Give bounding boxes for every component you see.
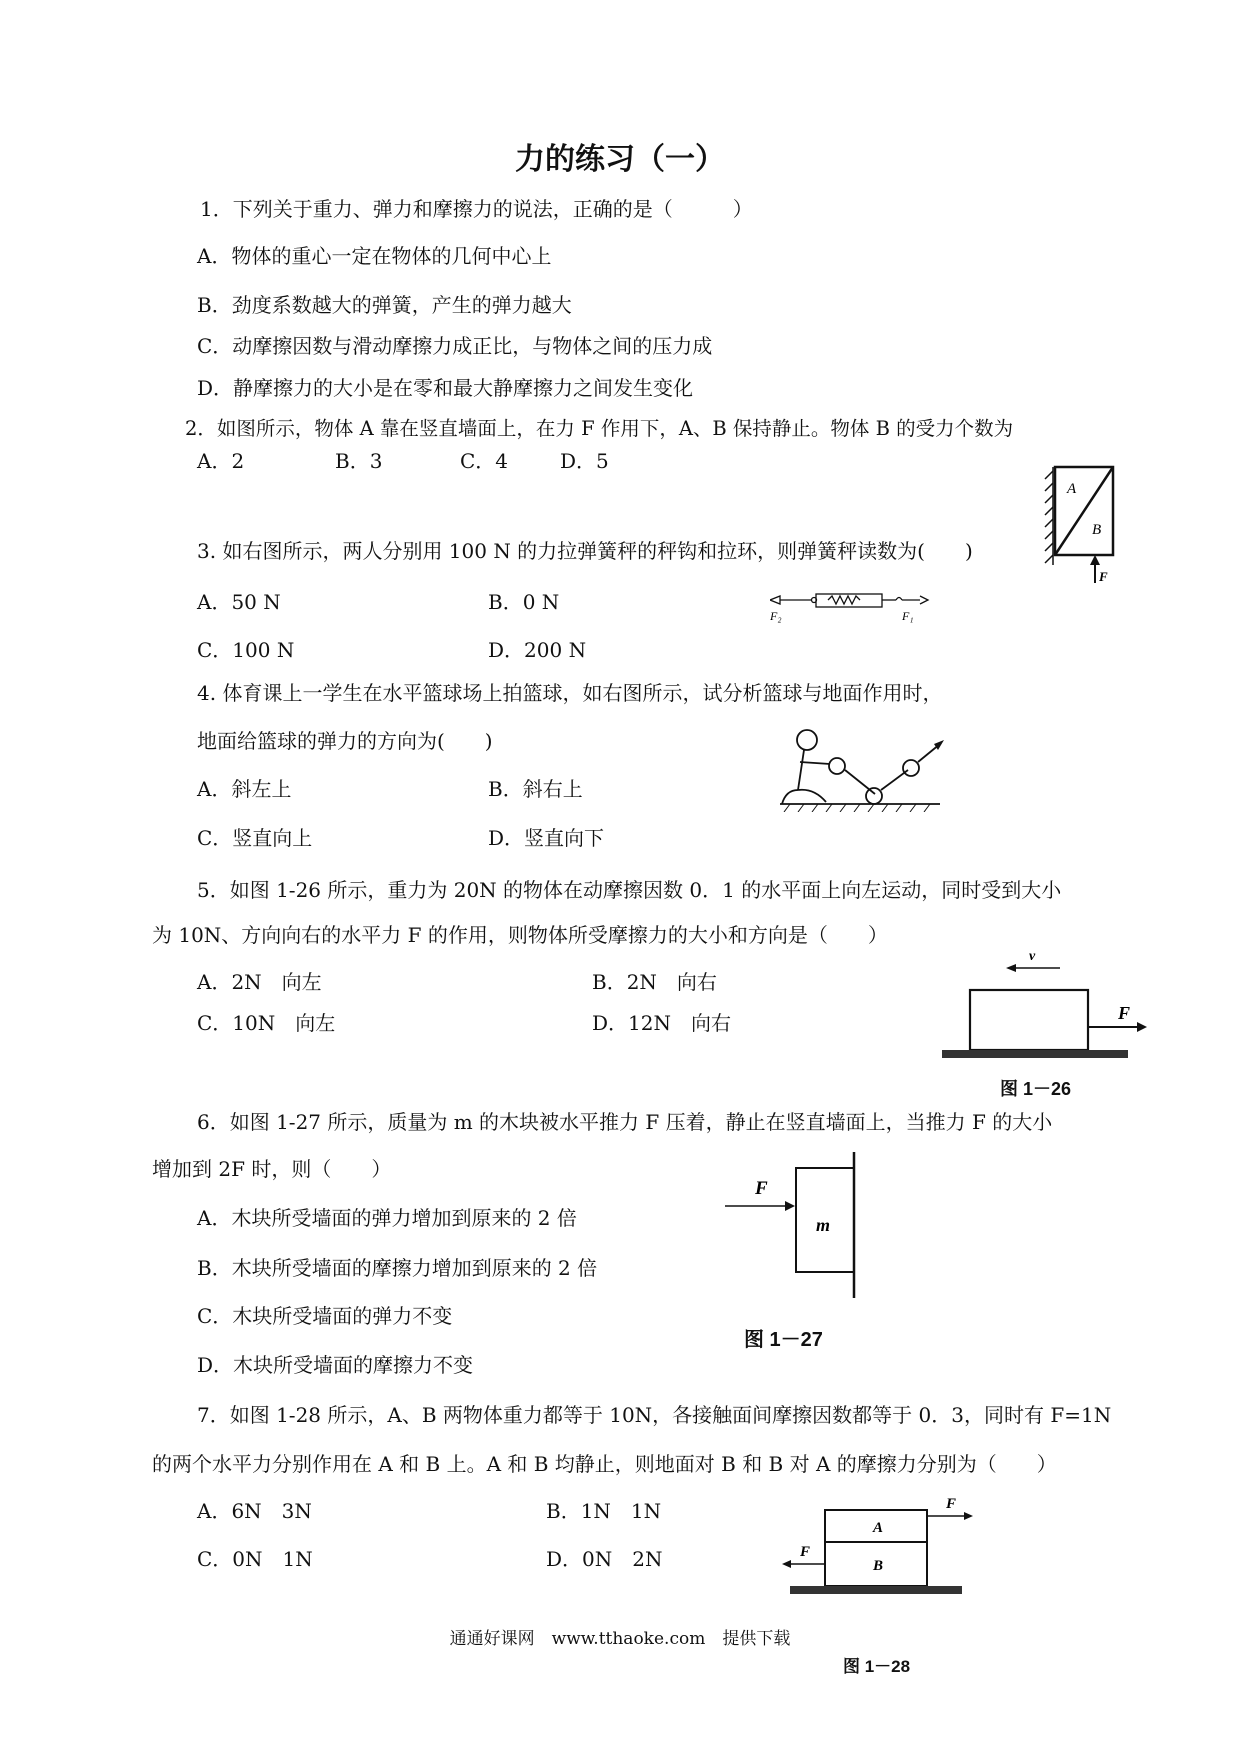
q4-stem-line1: 4. 体育课上一学生在水平篮球场上拍篮球，如右图所示，试分析篮球与地面作用时，	[197, 681, 943, 705]
q4-stem-line2: 地面给篮球的弹力的方向为( )	[197, 729, 493, 753]
q7-label-b: B	[873, 1558, 884, 1574]
q5-figure	[940, 948, 1150, 1058]
q6-option-d: D．木块所受墙面的摩擦力不变	[197, 1353, 474, 1377]
q6-option-b: B．木块所受墙面的摩擦力增加到原来的 2 倍	[197, 1256, 598, 1280]
q4-option-d: D．竖直向下	[488, 826, 605, 850]
q5-stem-line1: 5．如图 1-26 所示，重力为 20N 的物体在动摩擦因数 0．1 的水平面上向左运动，同时受到大小	[197, 878, 1062, 902]
q5-figure-caption: 图 1－26	[1000, 1079, 1072, 1099]
q7-stem-line1: 7．如图 1-28 所示，A、B 两物体重力都等于 10N，各接触面间摩擦因数都等于 0．3，同时有 F=1N	[197, 1403, 1112, 1427]
q2-figure	[1035, 455, 1125, 585]
q7-stem-line2: 的两个水平力分别作用在 A 和 B 上。A 和 B 均静止，则地面对 B 和 B 对 A 的摩擦力分别为（ ）	[152, 1452, 1057, 1476]
q2-label-a: A	[1067, 481, 1077, 497]
q5-stem-line2: 为 10N、方向向右的水平力 F 的作用，则物体所受摩擦力的大小和方向是（ ）	[152, 923, 888, 947]
q1-option-c: C．动摩擦因数与滑动摩擦力成正比，与物体之间的压力成	[197, 334, 713, 358]
q3-spring-scale-figure	[770, 586, 930, 624]
q6-label-f: F	[755, 1178, 768, 1199]
q5-option-a: A．2N 向左	[197, 970, 322, 994]
q5-label-v: v	[1029, 949, 1036, 964]
q1-option-b: B．劲度系数越大的弹簧，产生的弹力越大	[197, 293, 572, 317]
q5-option-c: C．10N 向左	[197, 1011, 336, 1035]
q3-option-d: D．200 N	[488, 638, 587, 662]
q7-figure-caption: 图 1－28	[843, 1657, 911, 1676]
q2-option-b: B．3	[335, 449, 383, 473]
q4-option-c: C．竖直向上	[197, 826, 313, 850]
q7-option-d: D．0N 2N	[546, 1547, 663, 1571]
q6-option-c: C．木块所受墙面的弹力不变	[197, 1304, 453, 1328]
q1-option-a: A．物体的重心一定在物体的几何中心上	[197, 244, 552, 268]
q1-stem: 1．下列关于重力、弹力和摩擦力的说法，正确的是（ ）	[200, 197, 753, 221]
q7-option-b: B．1N 1N	[546, 1499, 662, 1523]
q7-option-a: A．6N 3N	[197, 1499, 312, 1523]
q6-figure-caption: 图 1－27	[744, 1329, 823, 1351]
q3-label-f1: F₁	[902, 609, 914, 623]
q2-option-a: A．2	[197, 449, 245, 473]
q1-option-d: D．静摩擦力的大小是在零和最大静摩擦力之间发生变化	[197, 376, 694, 400]
q7-label-f-top: F	[946, 1496, 957, 1512]
q5-label-f: F	[1118, 1003, 1131, 1023]
q2-label-b: B	[1092, 522, 1102, 538]
q6-stem-line2: 增加到 2F 时，则（ ）	[152, 1157, 392, 1181]
q5-option-d: D．12N 向右	[592, 1011, 731, 1035]
q2-label-f: F	[1099, 569, 1108, 584]
q7-label-f-bottom: F	[800, 1544, 811, 1560]
q4-option-b: B．斜右上	[488, 777, 583, 801]
q6-option-a: A．木块所受墙面的弹力增加到原来的 2 倍	[197, 1206, 577, 1230]
q7-figure	[770, 1484, 980, 1596]
q3-option-c: C．100 N	[197, 638, 295, 662]
q7-option-c: C．0N 1N	[197, 1547, 313, 1571]
q6-figure	[725, 1152, 865, 1302]
q2-option-c: C．4	[460, 449, 509, 473]
q4-basketball-figure	[780, 726, 952, 812]
q6-label-m: m	[816, 1215, 831, 1235]
q3-option-a: A．50 N	[197, 590, 281, 614]
page-footer: 通通好课网 www.tthaoke.com 提供下载	[449, 1629, 791, 1649]
q7-label-a: A	[873, 1520, 884, 1536]
q2-stem: 2．如图所示，物体 A 靠在竖直墙面上，在力 F 作用下，A、B 保持静止。物体 B 的受力个数为	[185, 417, 1014, 440]
q3-stem: 3. 如右图所示，两人分别用 100 N 的力拉弹簧秤的秤钩和拉环，则弹簧秤读数为( )	[197, 539, 973, 563]
q3-option-b: B．0 N	[488, 590, 560, 614]
page-title: 力的练习（一）	[515, 142, 725, 177]
q2-option-d: D．5	[560, 449, 609, 473]
q5-option-b: B．2N 向右	[592, 970, 717, 994]
q3-label-f2: F₂	[770, 609, 782, 623]
q6-stem-line1: 6．如图 1-27 所示，质量为 m 的木块被水平推力 F 压着，静止在竖直墙面上，当推力 F 的大小	[197, 1110, 1053, 1134]
q4-option-a: A．斜左上	[197, 777, 292, 801]
